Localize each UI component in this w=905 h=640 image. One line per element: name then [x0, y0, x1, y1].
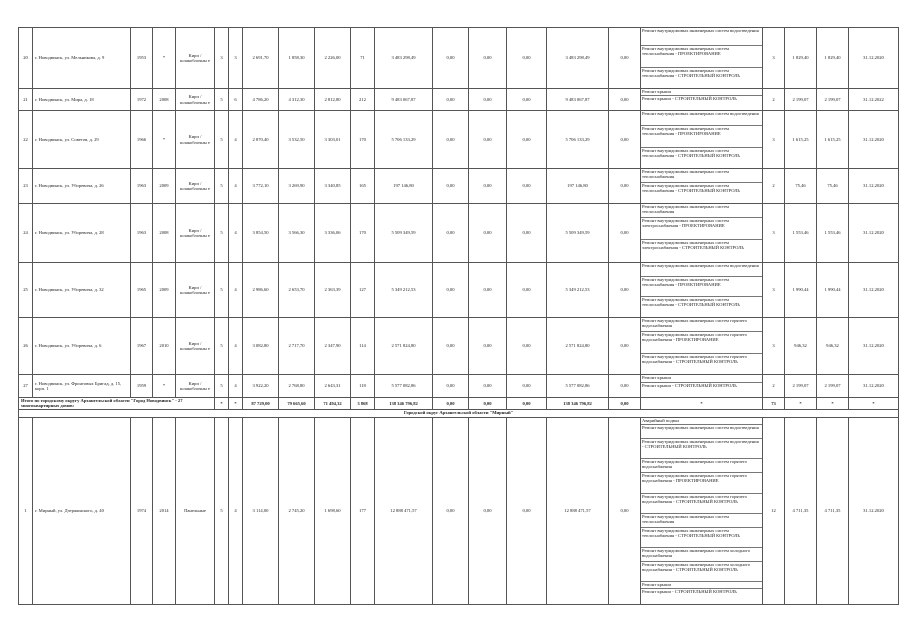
row-20-total: 3 483 298,49	[375, 28, 433, 89]
mirny-row-1-own: 0,00	[609, 417, 641, 604]
mirny-row-1-c1: 4 711,35	[785, 417, 817, 604]
row-22-c1: 1 615,25	[785, 111, 817, 169]
row-20-wall: Кирп / шлакоблочны е	[176, 28, 215, 89]
row-24-n: 24	[19, 204, 33, 263]
row-27-fl: 5	[215, 375, 229, 398]
row-21-total: 9 483 067,87	[375, 89, 433, 111]
row-20-s2: 1 858,30	[279, 28, 315, 89]
row-22-s2: 3 532,50	[279, 111, 315, 169]
row-24-fl: 5	[215, 204, 229, 263]
total-a: *	[215, 398, 229, 410]
row-21-local: 9 483 067,87	[547, 89, 609, 111]
row-20-own: 0,00	[609, 28, 641, 89]
row-26-year: 1967	[131, 318, 153, 375]
row-25-addr: г. Новодвинск, ул. Уборевича, д. 32	[33, 263, 131, 318]
total-cnt: 73	[763, 398, 785, 410]
row-21-fl: 5	[215, 89, 229, 111]
total-c1: *	[785, 398, 817, 410]
row-23-c2: 75,46	[817, 169, 849, 204]
row-22-total: 5 706 133,29	[375, 111, 433, 169]
work-item: Ремонт внутридомовых инженерных систем холодного водоснабжения	[641, 548, 762, 562]
row-24-cnt: 3	[763, 204, 785, 263]
row-25-people: 127	[351, 263, 375, 318]
row-20-c2: 1 829,40	[817, 28, 849, 89]
row-26-date: 31.12.2020	[849, 318, 899, 375]
row-22-date: 31.12.2020	[849, 111, 899, 169]
row-21-n: 21	[19, 89, 33, 111]
row-27-f2: 0,00	[469, 375, 507, 398]
work-item: Ремонт внутридомовых инженерных систем теплоснабжения - СТРОИТЕЛЬНЫЙ КОНТРОЛЬ	[641, 528, 762, 548]
row-24-s1: 3 854,50	[243, 204, 279, 263]
work-item: Ремонт внутридомовых инженерных систем теплоснабжения - СТРОИТЕЛЬНЫЙ КОНТРОЛЬ	[642, 68, 741, 79]
row-20-n: 20	[19, 28, 33, 89]
table-body	[19, 28, 899, 605]
row-21-date: 31.12.2022	[849, 89, 899, 111]
row-25-f1: 0,00	[433, 263, 469, 318]
row-25-year: 1965	[131, 263, 153, 318]
row-26-people: 114	[351, 318, 375, 375]
row-23-n: 23	[19, 169, 33, 204]
row-23-works	[641, 169, 763, 204]
row-20-addr: г. Новодвинск, ул. Мельникова, д. 9	[33, 28, 131, 89]
work-item: Ремонт внутридомовых инженерных систем теплоснабжения - СТРОИТЕЛЬНЫЙ КОНТРОЛЬ	[642, 297, 741, 308]
row-20-f3: 0,00	[507, 28, 547, 89]
row-26-rec: 2010	[153, 318, 176, 375]
total-f2: 0,00	[469, 398, 507, 410]
row-25-wall: Кирп / шлакоблочны е	[176, 263, 215, 318]
row-24-date: 31.12.2020	[849, 204, 899, 263]
work-item: Ремонт внутридомовых инженерных систем горячего водоснабжения - СТРОИТЕЛЬНЫЙ КОНТРОЛЬ	[642, 354, 747, 365]
work-item: Ремонт внутридомовых инженерных систем горячего водоснабжения	[641, 318, 762, 332]
row-24-local: 5 509 349,59	[547, 204, 609, 263]
row-26-own: 0,00	[609, 318, 641, 375]
table-row	[19, 318, 899, 375]
row-27-s2: 2 768,80	[279, 375, 315, 398]
work-item: Ремонт внутридомовых инженерных систем водоотведения	[641, 425, 762, 439]
row-27-c1: 2 199,07	[785, 375, 817, 398]
row-24-en: 4	[229, 204, 243, 263]
total-f1: 0,00	[433, 398, 469, 410]
row-27-en: 4	[229, 375, 243, 398]
row-22-c2: 1 615,25	[817, 111, 849, 169]
work-item: Ремонт внутридомовых инженерных систем теплоснабжения - ПРОЕКТИРОВАНИЕ	[641, 126, 762, 148]
work-item: Ремонт внутридомовых инженерных систем теплоснабжения	[641, 204, 762, 218]
mirny-row-1-year: 1974	[131, 417, 153, 604]
row-25-fl: 5	[215, 263, 229, 318]
row-25-c2: 1 990,44	[817, 263, 849, 318]
row-20-local: 3 483 298,49	[547, 28, 609, 89]
row-27-total: 5 577 082,86	[375, 375, 433, 398]
row-26-local: 2 571 824,80	[547, 318, 609, 375]
row-27-date: 31.12.2020	[849, 375, 899, 398]
row-22-local: 5 706 133,29	[547, 111, 609, 169]
row-20-c1: 1 829,40	[785, 28, 817, 89]
row-26-s2: 2 717,70	[279, 318, 315, 375]
row-25-date: 31.12.2020	[849, 263, 899, 318]
row-23-fl: 5	[215, 169, 229, 204]
total-label: Итого по городскому округу Архангельской области "Город Новодвинск" - 27 многоквартирных домов:	[19, 398, 215, 410]
table-row	[19, 417, 899, 604]
row-20-rec: *	[153, 28, 176, 89]
mirny-row-1-works	[641, 417, 763, 604]
row-25-s3: 2 363,39	[315, 263, 351, 318]
row-27-cnt: 2	[763, 375, 785, 398]
total-people: 3 868	[351, 398, 375, 410]
row-22-en: 4	[229, 111, 243, 169]
row-24-c2: 1 553,46	[817, 204, 849, 263]
table-row	[19, 204, 899, 263]
work-item: Аварийный подвал	[641, 418, 762, 425]
work-item: Ремонт крыши	[641, 582, 762, 589]
row-22-n: 22	[19, 111, 33, 169]
row-22-f3: 0,00	[507, 111, 547, 169]
row-24-wall: Кирп / шлакоблочны е	[176, 204, 215, 263]
row-22-cnt: 3	[763, 111, 785, 169]
row-22-people: 170	[351, 111, 375, 169]
row-24-c1: 1 553,46	[785, 204, 817, 263]
row-21-c1: 2 199,07	[785, 89, 817, 111]
mirny-row-1-s2: 2 745,20	[279, 417, 315, 604]
mirny-row-1-date: 31.12.2020	[849, 417, 899, 604]
row-27-wall: Кирп / шлакоблочны е	[176, 375, 215, 398]
row-27-c2: 2 199,07	[817, 375, 849, 398]
row-25-n: 25	[19, 263, 33, 318]
row-27-own: 0,00	[609, 375, 641, 398]
work-item: Ремонт внутридомовых инженерных систем горячего водоснабжения - СТРОИТЕЛЬНЫЙ КОНТРОЛЬ	[641, 494, 762, 514]
row-26-f1: 0,00	[433, 318, 469, 375]
row-20-date: 31.12.2020	[849, 28, 899, 89]
total-s1: 87 729,00	[243, 398, 279, 410]
row-23-f2: 0,00	[469, 169, 507, 204]
section-title: Городской округ Архангельской области "Мирный"	[19, 409, 899, 417]
work-item: Ремонт внутридомовых инженерных систем горячего водоснабжения - ПРОЕКТИРОВАНИЕ	[641, 473, 762, 494]
row-25-cnt: 3	[763, 263, 785, 318]
total-s2: 79 665,60	[279, 398, 315, 410]
row-27-f1: 0,00	[433, 375, 469, 398]
row-24-f2: 0,00	[469, 204, 507, 263]
mirny-row-1-cnt: 12	[763, 417, 785, 604]
row-24-rec: 2008	[153, 204, 176, 263]
row-21-c2: 2 199,07	[817, 89, 849, 111]
row-26-total: 2 571 824,80	[375, 318, 433, 375]
row-21-works	[641, 89, 763, 111]
row-25-local: 5 349 212,53	[547, 263, 609, 318]
work-item: Ремонт внутридомовых инженерных систем теплоснабжения	[641, 514, 762, 528]
row-22-wall: Кирп / шлакоблочны е	[176, 111, 215, 169]
row-27-year: 1959	[131, 375, 153, 398]
row-23-s3: 3 340,85	[315, 169, 351, 204]
table-row	[19, 375, 899, 398]
row-25-en: 4	[229, 263, 243, 318]
row-21-s1: 4 786,20	[243, 89, 279, 111]
row-21-addr: г. Новодвинск, ул. Мира, д. 18	[33, 89, 131, 111]
row-20-year: 1953	[131, 28, 153, 89]
mirny-row-1-f3: 0,00	[507, 417, 547, 604]
mirny-row-1-n: 1	[19, 417, 33, 604]
row-24-people: 170	[351, 204, 375, 263]
row-25-total: 5 349 212,53	[375, 263, 433, 318]
row-23-wall: Кирп / шлакоблочны е	[176, 169, 215, 204]
row-20-people: 71	[351, 28, 375, 89]
mirny-row-1-wall: Панельные	[176, 417, 215, 604]
row-20-en: 3	[229, 28, 243, 89]
row-24-f3: 0,00	[507, 204, 547, 263]
row-26-addr: г. Новодвинск, ул. Уборевича, д. 6	[33, 318, 131, 375]
row-22-year: 1966	[131, 111, 153, 169]
mirny-row-1-c2: 4 711,35	[817, 417, 849, 604]
row-27-addr: г. Новодвинск, ул. Фронтовых Бригад, д. 15, корп. 1	[33, 375, 131, 398]
row-22-s3: 3 303,01	[315, 111, 351, 169]
work-item: Ремонт внутридомовых инженерных систем теплоснабжения - ПРОЕКТИРОВАНИЕ	[641, 46, 762, 68]
work-item: Ремонт крыши - СТРОИТЕЛЬНЫЙ КОНТРОЛЬ	[642, 383, 737, 388]
row-21-cnt: 2	[763, 89, 785, 111]
mirny-row-1-s3: 1 698,60	[315, 417, 351, 604]
row-20-works	[641, 28, 763, 89]
row-25-rec: 2009	[153, 263, 176, 318]
total-total: 138 346 796,82	[375, 398, 433, 410]
work-item: Ремонт крыши - СТРОИТЕЛЬНЫЙ КОНТРОЛЬ	[642, 96, 737, 101]
row-25-s2: 2 653,70	[279, 263, 315, 318]
row-21-own: 0,00	[609, 89, 641, 111]
row-22-s1: 2 870,40	[243, 111, 279, 169]
total-date: *	[849, 398, 899, 410]
row-23-year: 1963	[131, 169, 153, 204]
register-sheet	[18, 27, 894, 610]
total-b: *	[229, 398, 243, 410]
total-f3: 0,00	[507, 398, 547, 410]
section-header-row	[19, 409, 899, 417]
mirny-row-1-fl: 5	[215, 417, 229, 604]
total-local: 138 346 796,82	[547, 398, 609, 410]
row-27-n: 27	[19, 375, 33, 398]
table-row	[19, 111, 899, 169]
row-21-f1: 0,00	[433, 89, 469, 111]
total-s3: 71 494,32	[315, 398, 351, 410]
mirny-row-1-f1: 0,00	[433, 417, 469, 604]
row-20-s3: 2 226,00	[315, 28, 351, 89]
row-21-wall: Кирп / шлакоблочны е	[176, 89, 215, 111]
row-23-rec: 2009	[153, 169, 176, 204]
row-24-f1: 0,00	[433, 204, 469, 263]
table-row	[19, 169, 899, 204]
row-25-s1: 2 986,60	[243, 263, 279, 318]
row-21-s2: 4 312,30	[279, 89, 315, 111]
row-27-s1: 3 922,20	[243, 375, 279, 398]
work-item: Ремонт внутридомовых инженерных систем водоотведения	[641, 263, 762, 277]
row-23-f3: 0,00	[507, 169, 547, 204]
table-row	[19, 263, 899, 318]
row-22-addr: г. Новодвинск, ул. Советов, д. 29	[33, 111, 131, 169]
work-item: Ремонт крыши - СТРОИТЕЛЬНЫЙ КОНТРОЛЬ	[642, 588, 737, 594]
row-25-works	[641, 263, 763, 318]
row-26-f2: 0,00	[469, 318, 507, 375]
row-20-f1: 0,00	[433, 28, 469, 89]
work-item: Ремонт внутридомовых инженерных систем теплоснабжения	[641, 169, 762, 183]
table-row	[19, 89, 899, 111]
work-item: Ремонт внутридомовых инженерных систем теплоснабжения - ПРОЕКТИРОВАНИЕ	[641, 277, 762, 297]
row-23-addr: г. Новодвинск, ул. Уборевича, д. 26	[33, 169, 131, 204]
work-item: Ремонт внутридомовых инженерных систем водоотведения - СТРОИТЕЛЬНЫЙ КОНТРОЛЬ	[641, 439, 762, 459]
row-20-s1: 2 691,70	[243, 28, 279, 89]
mirny-row-1-en: 4	[229, 417, 243, 604]
row-22-f1: 0,00	[433, 111, 469, 169]
row-24-own: 0,00	[609, 204, 641, 263]
row-24-s2: 3 566,30	[279, 204, 315, 263]
row-22-works	[641, 111, 763, 169]
row-23-s2: 3 269,90	[279, 169, 315, 204]
row-26-s3: 2 347,90	[315, 318, 351, 375]
mirny-row-1-rec: 2014	[153, 417, 176, 604]
mirny-row-1-local: 12 888 471,57	[547, 417, 609, 604]
total-x: *	[641, 398, 763, 410]
row-25-f3: 0,00	[507, 263, 547, 318]
row-23-date: 31.12.2020	[849, 169, 899, 204]
row-23-cnt: 2	[763, 169, 785, 204]
mirny-row-1-people: 177	[351, 417, 375, 604]
row-26-n: 26	[19, 318, 33, 375]
row-26-f3: 0,00	[507, 318, 547, 375]
table-row	[19, 28, 899, 89]
row-21-people: 212	[351, 89, 375, 111]
repair-program-table	[18, 27, 899, 605]
row-21-year: 1972	[131, 89, 153, 111]
row-24-s3: 3 336,06	[315, 204, 351, 263]
work-item: Ремонт внутридомовых инженерных систем теплоснабжения - СТРОИТЕЛЬНЫЙ КОНТРОЛЬ	[642, 183, 741, 194]
row-23-own: 0,00	[609, 169, 641, 204]
row-23-local: 197 146,80	[547, 169, 609, 204]
row-26-c2: 946,32	[817, 318, 849, 375]
row-22-own: 0,00	[609, 111, 641, 169]
row-26-works	[641, 318, 763, 375]
row-26-fl: 5	[215, 318, 229, 375]
row-27-people: 118	[351, 375, 375, 398]
work-item: Ремонт крыши	[641, 375, 762, 383]
mirny-row-1-s1: 3 114,00	[243, 417, 279, 604]
row-27-rec: *	[153, 375, 176, 398]
total-c2: *	[817, 398, 849, 410]
row-21-en: 6	[229, 89, 243, 111]
row-27-f3: 0,00	[507, 375, 547, 398]
row-27-works	[641, 375, 763, 398]
mirny-row-1-addr: г. Мирный, ул. Дзержинского, д. 40	[33, 417, 131, 604]
work-item: Ремонт внутридомовых инженерных систем теплоснабжения - СТРОИТЕЛЬНЫЙ КОНТРОЛЬ	[642, 148, 741, 159]
work-item: Ремонт внутридомовых инженерных систем электроснабжения - СТРОИТЕЛЬНЫЙ КОНТРОЛЬ	[642, 240, 744, 251]
work-item: Ремонт внутридомовых инженерных систем водоотведения	[641, 111, 762, 126]
row-22-rec: *	[153, 111, 176, 169]
row-20-cnt: 3	[763, 28, 785, 89]
work-item: Ремонт внутридомовых инженерных систем горячего водоснабжения - ПРОЕКТИРОВАНИЕ	[641, 332, 762, 354]
work-item: Ремонт крыши	[641, 89, 762, 96]
row-27-s3: 2 643,31	[315, 375, 351, 398]
row-21-rec: 2008	[153, 89, 176, 111]
row-23-en: 4	[229, 169, 243, 204]
work-item: Ремонт внутридомовых инженерных систем холодного водоснабжения - СТРОИТЕЛЬНЫЙ КОНТРОЛЬ	[641, 562, 762, 582]
total-own: 0,00	[609, 398, 641, 410]
row-25-own: 0,00	[609, 263, 641, 318]
row-24-year: 1963	[131, 204, 153, 263]
row-25-c1: 1 990,44	[785, 263, 817, 318]
mirny-row-1-total: 12 888 471,57	[375, 417, 433, 604]
total-row	[19, 398, 899, 410]
row-26-wall: Кирп / шлакоблочны е	[176, 318, 215, 375]
row-26-cnt: 3	[763, 318, 785, 375]
row-21-f2: 0,00	[469, 89, 507, 111]
row-24-total: 5 509 349,59	[375, 204, 433, 263]
row-20-fl: 3	[215, 28, 229, 89]
row-26-en: 4	[229, 318, 243, 375]
row-24-addr: г. Новодвинск, ул. Уборевича, д. 28	[33, 204, 131, 263]
row-23-f1: 0,00	[433, 169, 469, 204]
row-20-f2: 0,00	[469, 28, 507, 89]
row-23-total: 197 146,80	[375, 169, 433, 204]
row-23-s1: 3 772,10	[243, 169, 279, 204]
mirny-row-1-f2: 0,00	[469, 417, 507, 604]
row-23-people: 165	[351, 169, 375, 204]
row-26-c1: 946,32	[785, 318, 817, 375]
row-21-f3: 0,00	[507, 89, 547, 111]
row-27-local: 5 577 082,86	[547, 375, 609, 398]
row-21-s3: 2 812,80	[315, 89, 351, 111]
row-22-f2: 0,00	[469, 111, 507, 169]
row-22-fl: 5	[215, 111, 229, 169]
row-24-works	[641, 204, 763, 263]
work-item: Ремонт внутридомовых инженерных систем электроснабжения - ПРОЕКТИРОВАНИЕ	[641, 218, 762, 240]
row-25-f2: 0,00	[469, 263, 507, 318]
work-item: Ремонт внутридомовых инженерных систем горячего водоснабжения	[641, 459, 762, 473]
row-26-s1: 3 082,80	[243, 318, 279, 375]
work-item: Ремонт внутридомовых инженерных систем водоотведения	[641, 28, 762, 46]
row-23-c1: 75,46	[785, 169, 817, 204]
